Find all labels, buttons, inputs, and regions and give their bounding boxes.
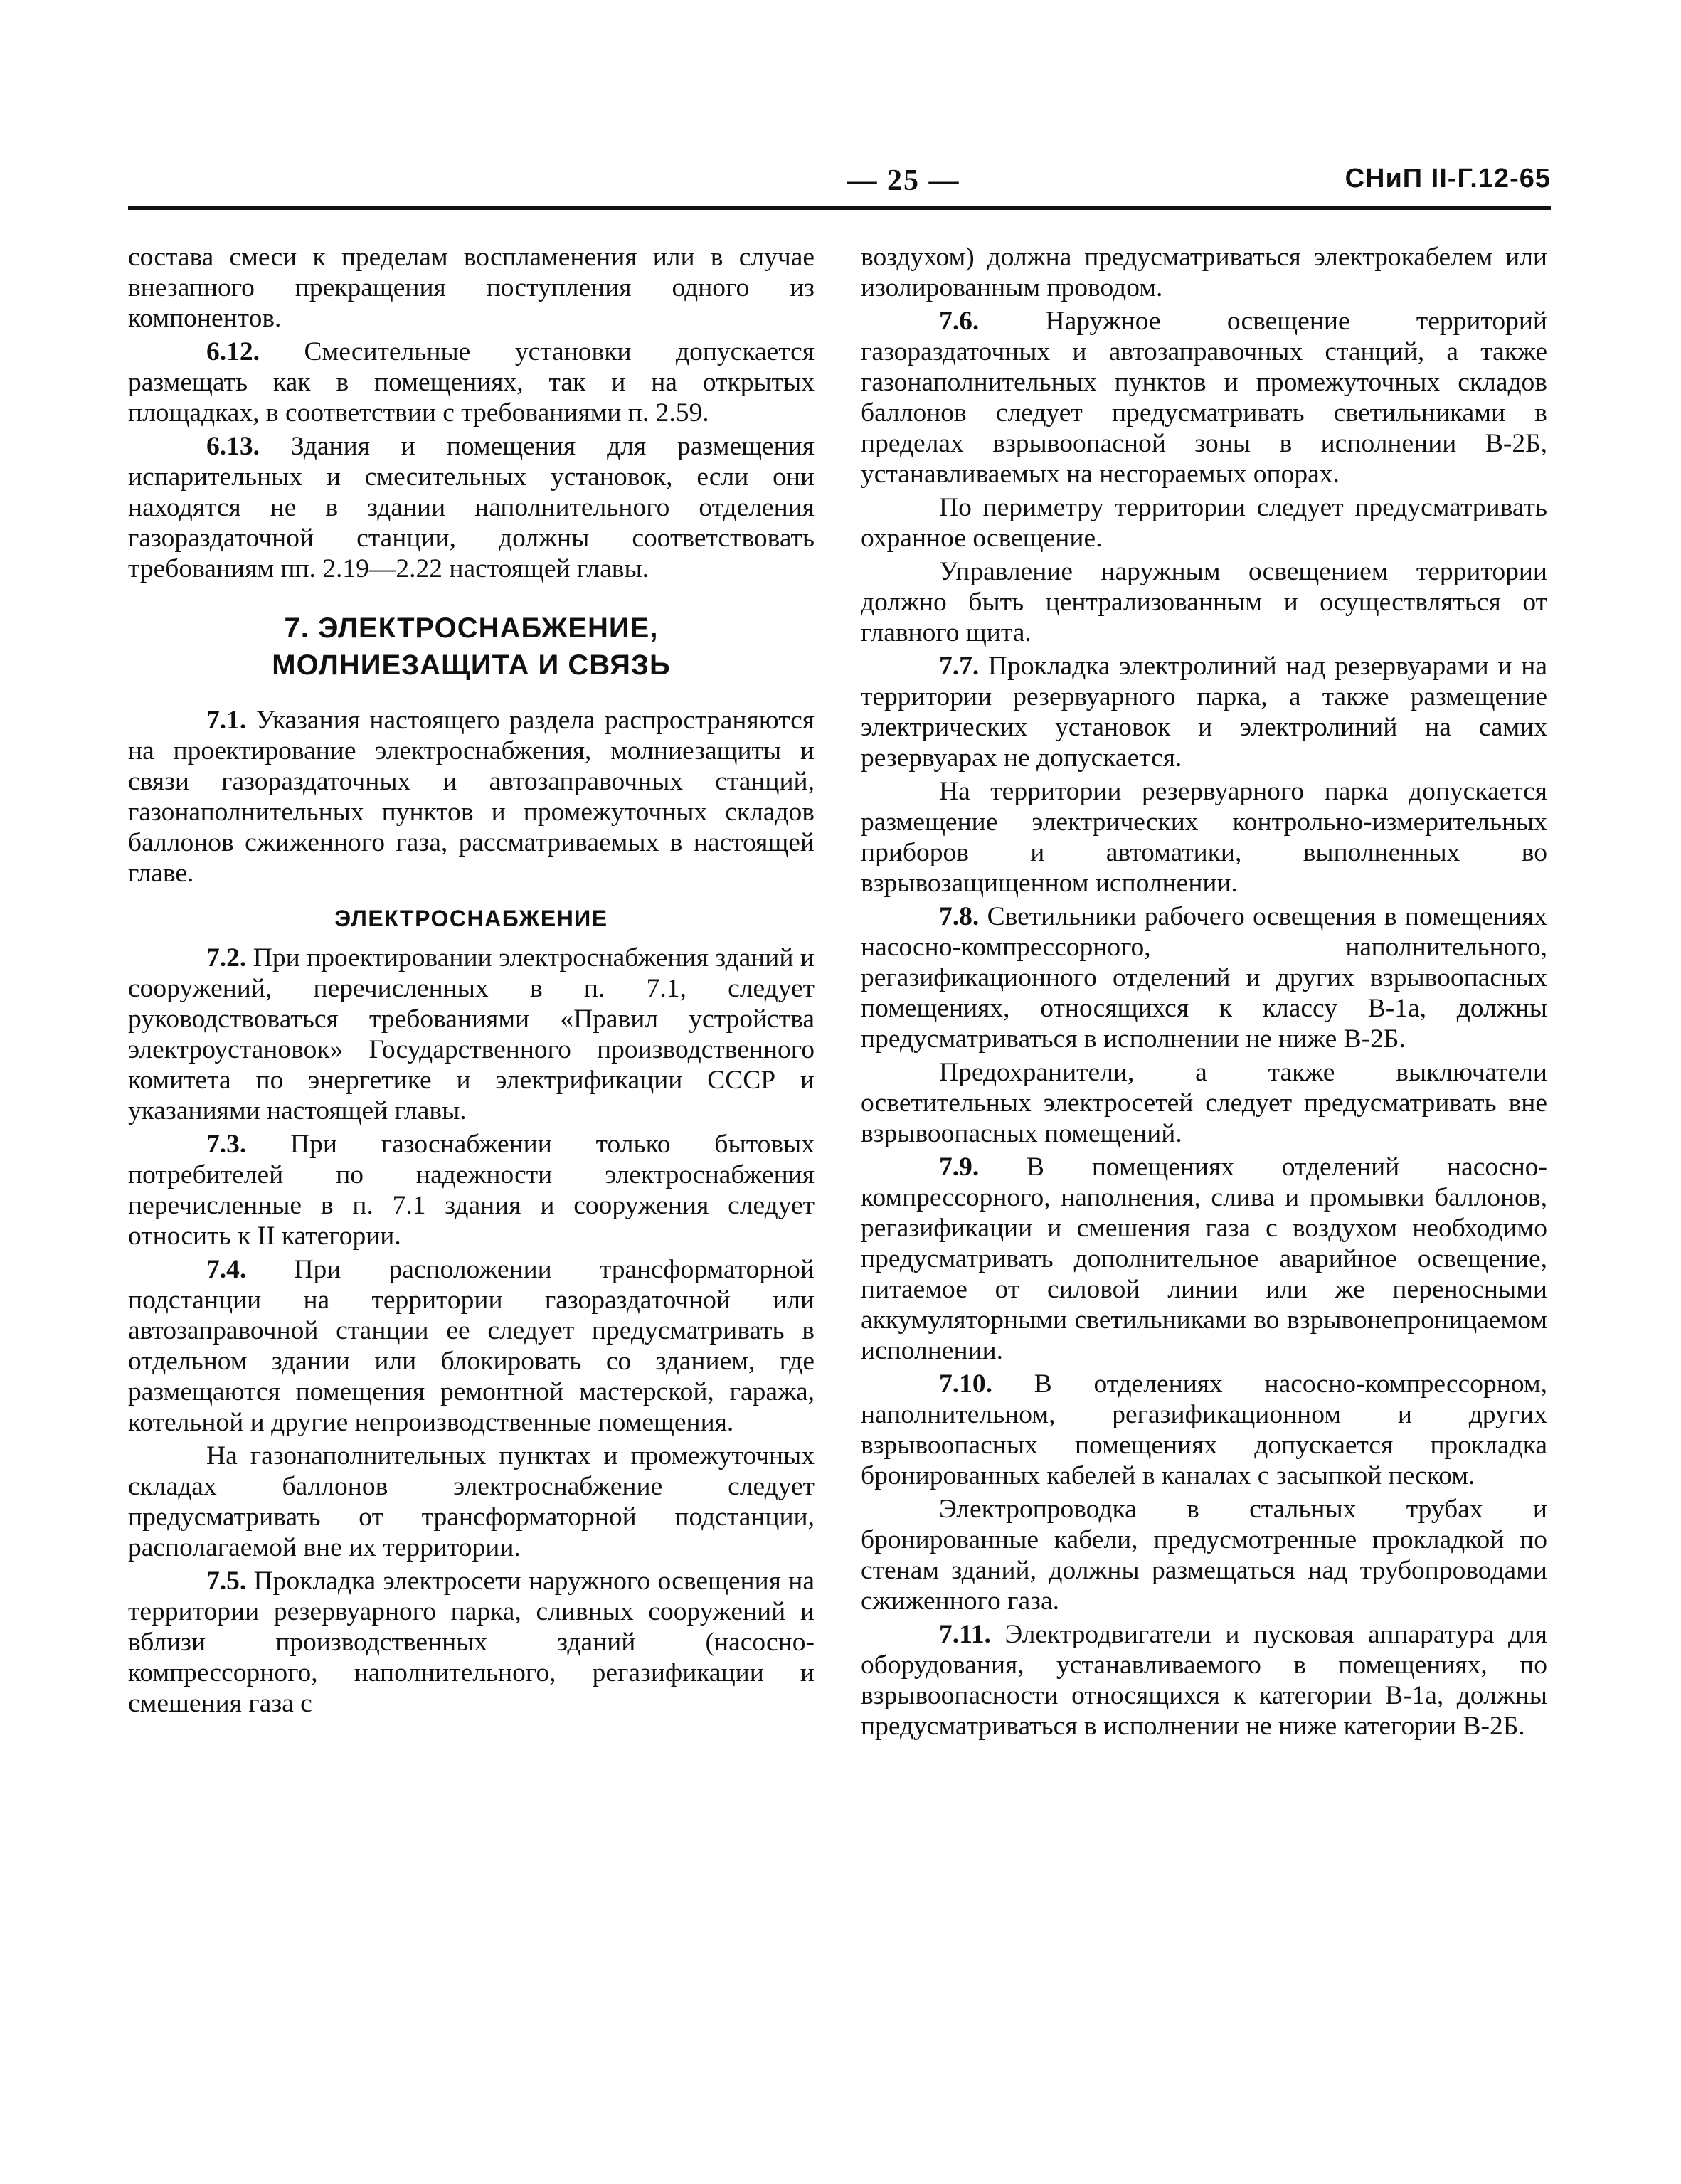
clause-number: 7.11. — [939, 1620, 991, 1649]
paragraph: Предохранители, а также выключатели осветительных электросетей следует предусматривать вне взрывоопасных помещений. — [861, 1058, 1547, 1148]
clause-number: 7.9. — [939, 1152, 980, 1182]
clause-number: 7.1. — [206, 706, 247, 735]
left-column — [128, 242, 815, 2092]
paragraph-7-1: 7.1. Указания настоящего раздела распространяются на проектирование электроснабжения, молниезащиты и связи газораздаточных и автозаправочных станций, газонаполнительных пунктов и промежуточных складов баллонов сжиженного газа, рассматриваемых в настоящей главе. — [128, 706, 815, 888]
paragraph-7-5: 7.5. Прокладка электросети наружного освещения на территории резервуарного парка, сливных сооружений и вблизи производственных зданий (насосно-компрессорного, наполнительного, регазификации и смешения газа с — [128, 1567, 815, 1718]
paragraph-6-13: 6.13. Здания и помещения для размещения испарительных и смесительных установок, если они находятся не в здании наполнительного отделения газораздаточной станции, должны соответствовать требованиям пп. 2.19—2.22 настоящей главы. — [128, 432, 815, 583]
clause-number: 7.8. — [939, 902, 980, 931]
clause-number: 7.7. — [939, 652, 980, 681]
page-number: — 25 — — [847, 164, 960, 197]
clause-number: 6.13. — [206, 432, 260, 461]
section-title: 7. ЭЛЕКТРОСНАБЖЕНИЕ, МОЛНИЕЗАЩИТА И СВЯЗЬ — [272, 613, 671, 681]
paragraph: Электропроводка в стальных трубах и бронированные кабели, предусмотренные прокладкой по стенам зданий, должны размещаться над трубопроводами сжиженного газа. — [861, 1495, 1547, 1616]
paragraph-7-6: 7.6. Наружное освещение территорий газораздаточных и автозаправочных станций, а также газонаполнительных пунктов и промежуточных складов баллонов следует предусматривать светильниками в пределах взрывоопасной зоны в исполнении В-2Б, устанавливаемых на несгораемых опорах. — [861, 307, 1547, 489]
page-header — [128, 164, 1551, 206]
paragraph-7-3: 7.3. При газоснабжении только бытовых потребителей по надежности электроснабжения перечисленные в п. 7.1 здания и сооружения следует относить к II категории. — [128, 1130, 815, 1251]
clause-number: 7.2. — [206, 943, 247, 972]
paragraph-7-8: 7.8. Светильники рабочего освещения в помещениях насосно-компрессорного, наполнительного, регазификационного отделений и других взрывоопасных помещениях, относящихся к классу В-1а, должны предусматриваться в исполнении не ниже В-2Б. — [861, 902, 1547, 1054]
paragraph: На газонаполнительных пунктах и промежуточных складах баллонов электроснабжение следует предусматривать от трансформаторной подстанции, располагаемой вне их территории. — [128, 1441, 815, 1562]
paragraph: По периметру территории следует предусматривать охранное освещение. — [861, 493, 1547, 553]
clause-number: 7.4. — [206, 1255, 247, 1284]
paragraph: состава смеси к пределам воспламенения или в случае внезапного прекращения поступления одного из компонентов. — [128, 243, 815, 333]
paragraph-7-7: 7.7. Прокладка электролиний над резервуарами и на территории резервуарного парка, а также размещение электрических установок и электролиний на самих резервуарах не допускается. — [861, 652, 1547, 773]
header-rule — [128, 206, 1551, 210]
paragraph-7-10: 7.10. В отделениях насосно-компрессорном, наполнительном, регазификационном и других взрывоопасных помещениях допускается прокладка бронированных кабелей в каналах с засыпкой песком. — [861, 1369, 1547, 1490]
paragraph: На территории резервуарного парка допускается размещение электрических контрольно-измерительных приборов и автоматики, выполненных во взрывозащищенном исполнении. — [861, 777, 1547, 898]
subsection-title: ЭЛЕКТРОСНАБЖЕНИЕ — [334, 906, 608, 931]
paragraph-6-12: 6.12. Смесительные установки допускается размещать как в помещениях, так и на открытых площадках, в соответствии с требованиями п. 2.59. — [128, 337, 815, 428]
clause-number: 7.6. — [939, 307, 980, 336]
clause-number: 7.3. — [206, 1130, 247, 1159]
paragraph: Управление наружным освещением территории должно быть централизованным и осуществляться от главного щита. — [861, 557, 1547, 647]
document-code: СНиП II-Г.12-65 — [1345, 164, 1551, 194]
paragraph-7-4: 7.4. При расположении трансформаторной подстанции на территории газораздаточной или автозаправочной станции ее следует предусматривать в отдельном здании или блокировать со зданием, где размещаются помещения ремонтной мастерской, гаража, котельной и другие непроизводственные помещения. — [128, 1255, 815, 1437]
paragraph-7-2: 7.2. При проектировании электроснабжения зданий и сооружений, перечисленных в п. 7.1, следует руководствоваться требованиями «Правил устройства электроустановок» Государственного производственного комитета по энергетике и электрификации СССР и указаниями настоящей главы. — [128, 943, 815, 1125]
clause-number: 7.5. — [206, 1567, 247, 1596]
clause-number: 7.10. — [939, 1369, 992, 1399]
paragraph-7-11: 7.11. Электродвигатели и пусковая аппаратура для оборудования, устанавливаемого в помещениях, по взрывоопасности относящихся к категории В-1а, должны предусматриваться в исполнении не ниже категории В-2Б. — [861, 1620, 1547, 1741]
clause-number: 6.12. — [206, 337, 260, 366]
right-column — [861, 242, 1547, 2092]
paragraph: воздухом) должна предусматриваться электрокабелем или изолированным проводом. — [861, 243, 1547, 302]
paragraph-7-9: 7.9. В помещениях отделений насосно-компрессорного, наполнения, слива и промывки баллонов, регазификации и смешения газа с воздухом необходимо предусматривать дополнительное аварийное освещение, питаемое от силовой линии или же переносными аккумуляторными светильниками во взрывонепроницаемом исполнении. — [861, 1152, 1547, 1365]
